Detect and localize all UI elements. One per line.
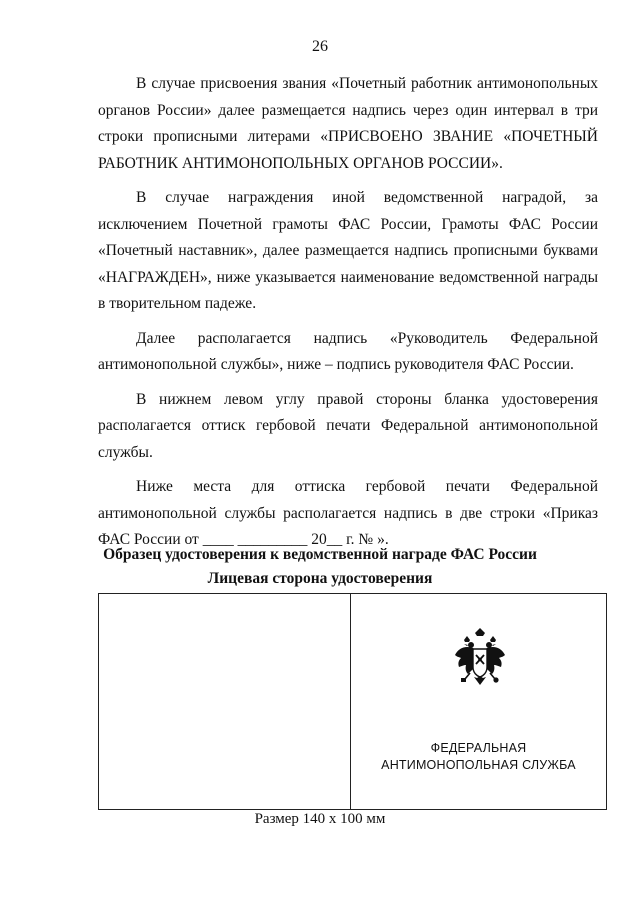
certificate-left-side <box>99 594 351 809</box>
agency-name <box>351 740 606 774</box>
paragraph-seal: В нижнем левом углу правой стороны бланка удостоверения располагается оттиск гербовой печати Федеральной антимонопольной службы. <box>98 390 598 461</box>
paragraph-other-award: В случае награждения иной ведомственной наградой, за исключением Почетной грамоты ФАС России, Грамоты ФАС России «Почетный наставник», далее размещается надпись прописными буквами «НАГРАЖДЕН», ниже указывается наименование ведомственной награды в творительном падеже. <box>98 189 598 312</box>
coat-of-arms-icon <box>453 627 507 693</box>
agency-name-line-2: АНТИМОНОПОЛЬНАЯ СЛУЖБА <box>381 758 576 772</box>
agency-name-line-1: ФЕДЕРАЛЬНАЯ <box>430 741 527 755</box>
certificate-right-side <box>351 594 606 809</box>
sample-subtitle: Лицевая сторона удостоверения <box>207 570 433 587</box>
certificate-sample <box>98 593 607 810</box>
body-text <box>98 71 598 554</box>
paragraph-head-signature: Далее располагается надпись «Руководитель Федеральной антимонопольной службы», ниже – подпись руководителя ФАС России. <box>98 329 598 373</box>
size-caption: Размер 140 х 100 мм <box>254 811 386 827</box>
page-number: 26 <box>312 38 328 55</box>
sample-title: Образец удостоверения к ведомственной награде ФАС России <box>103 546 537 563</box>
paragraph-rank-award: В случае присвоения звания «Почетный работник антимонопольных органов России» далее размещается надпись через один интервал в три строки прописными литерами «ПРИСВОЕНО ЗВАНИЕ «ПОЧЕТНЫЙ РАБОТНИК АНТИМОНОПОЛЬНЫХ ОРГАНОВ РОССИИ». <box>98 75 598 172</box>
paragraph-order: Ниже места для оттиска гербовой печати Федеральной антимонопольной службы располагается надпись в две строки «Приказ ФАС России от ____ _________ 20__ г. № ». <box>98 478 598 548</box>
